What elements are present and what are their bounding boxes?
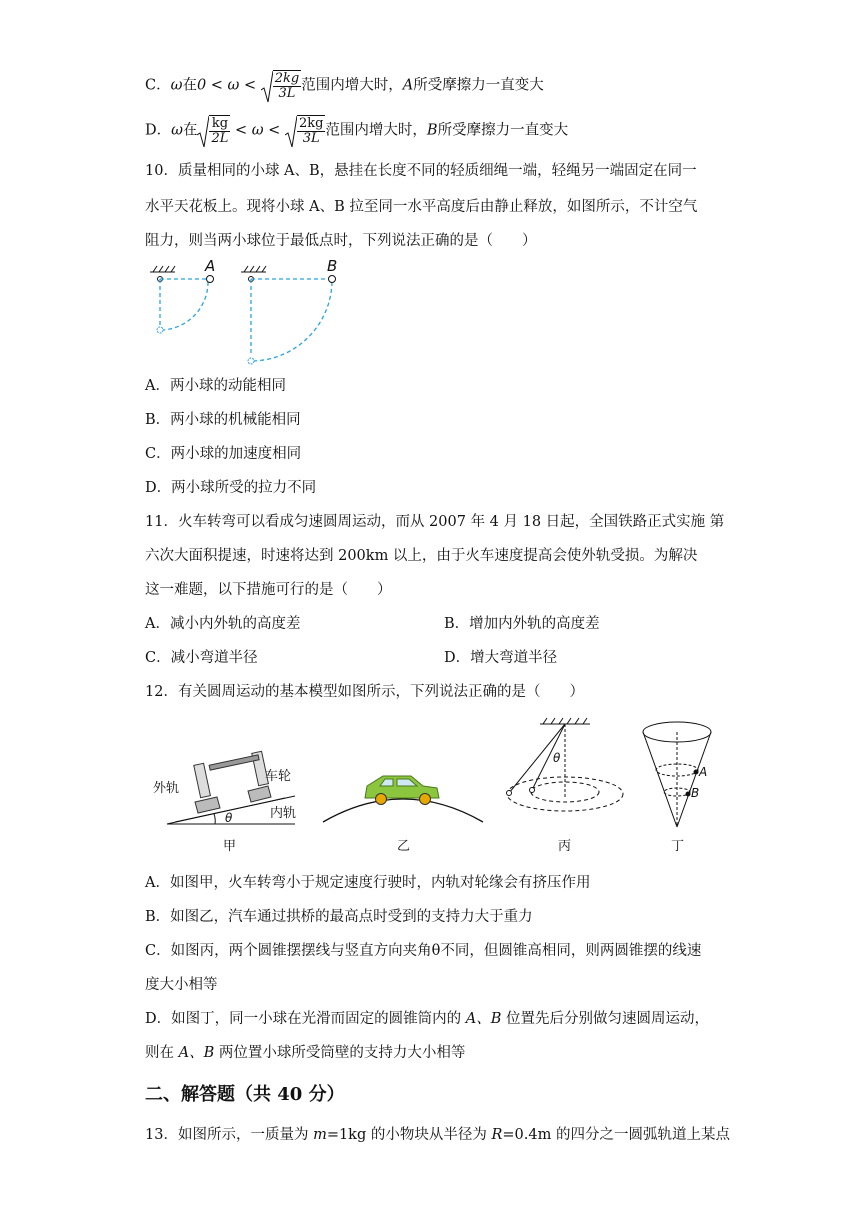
label-b-cone: B (691, 786, 700, 800)
sqrt-2kg-3L: $\frac{2kg}{3L}$ (261, 70, 301, 101)
caption-bing: 丙 (558, 839, 572, 854)
label-b: B (327, 258, 338, 275)
sqrt-2kg-3L-d: $\frac{2kg}{3L}$ (285, 115, 325, 146)
ceiling-hatch-a (150, 266, 175, 272)
ball-a (207, 276, 214, 283)
figure-ding (643, 722, 711, 854)
q9-option-d: D．ω在 $\frac{kg}{2L}$ < ω < $\frac{2kg}{3L}$ 范围内增大时，B所受摩擦力一直变大 (145, 116, 569, 146)
label-wheel: 车轮 (265, 769, 292, 784)
q12-figure (145, 712, 725, 857)
figure-jia (153, 751, 296, 854)
label-inner-rail: 内轨 (270, 806, 297, 821)
q11-option-d: D．增大弯道半径 (444, 650, 558, 666)
q11-option-a: A．减小内外轨的高度差 (145, 616, 301, 632)
label-outer-rail: 外轨 (153, 781, 180, 796)
ceiling-hatch-b (241, 266, 266, 272)
arc-a (160, 282, 208, 330)
label-a: A (205, 258, 216, 275)
q12-option-b: B．如图乙，汽车通过拱桥的最高点时受到的支持力大于重力 (145, 909, 533, 925)
q10-pendulum-figure (145, 258, 355, 368)
q12-option-a: A．如图甲，火车转弯小于规定速度行驶时，内轨对轮缘会有挤压作用 (145, 875, 591, 891)
section-heading: 二、解答题（共 40 分） (145, 1084, 345, 1105)
q11-stem-line1: 11．火车转弯可以看成匀速圆周运动，而从 2007 年 4 月 18 日起，全国铁路正式实施 第 (145, 514, 725, 530)
arc-b (251, 282, 332, 361)
q13-stem-line1: 13．如图所示，一质量为 m=1kg 的小物块从半径为 R=0.4m 的四分之一圆弧轨道上某点 (145, 1127, 730, 1143)
q10-stem-line1: 10．质量相同的小球 A、B，悬挂在长度不同的轻质细绳一端，轻绳另一端固定在同一 (145, 163, 697, 179)
caption-ding: 丁 (671, 839, 685, 854)
figure-yi (323, 776, 483, 854)
label-a-cone: A (699, 765, 708, 779)
q10-stem-line2: 水平天花板上。现将小球 A、B 拉至同一水平高度后由静止释放，如图所示，不计空气 (145, 199, 698, 215)
figure-bing (507, 718, 624, 854)
q12-stem: 12．有关圆周运动的基本模型如图所示，下列说法正确的是（ ） (145, 684, 584, 700)
q11-option-c: C．减小弯道半径 (145, 650, 258, 666)
caption-yi: 乙 (397, 839, 411, 854)
caption-jia: 甲 (223, 839, 237, 854)
ball-a-lowest (157, 327, 163, 333)
q10-option-c: C．两小球的加速度相同 (145, 446, 302, 462)
q12-option-c-line2: 度大小相等 (145, 977, 218, 993)
q10-option-a: A．两小球的动能相同 (145, 378, 286, 394)
q12-option-c-line1: C．如图丙，两个圆锥摆摆线与竖直方向夹角θ不同，但圆锥高相同，则两圆锥摆的线速 (145, 943, 702, 959)
q11-option-b: B．增加内外轨的高度差 (444, 616, 600, 632)
q11-stem-line2: 六次大面积提速，时速将达到 200km 以上，由于火车速度提高会使外轨受损。为解决 (145, 548, 698, 564)
q11-stem-line3: 这一难题，以下措施可行的是（ ） (145, 582, 392, 598)
ball-b-lowest (248, 358, 254, 364)
q12-option-d-line1: D．如图丁，同一小球在光滑而固定的圆锥筒内的 A、B 位置先后分别做匀速圆周运动， (145, 1011, 709, 1027)
label-theta-bing: θ (553, 751, 561, 765)
ball-b (329, 276, 336, 283)
sqrt-kg-2L: $\frac{kg}{2L}$ (197, 115, 230, 146)
q10-option-d: D．两小球所受的拉力不同 (145, 480, 317, 496)
q9-option-c: C．ω在0 < ω < $\frac{2kg}{3L}$ 范围内增大时，A所受摩擦力一直变大 (145, 71, 544, 101)
q10-option-b: B．两小球的机械能相同 (145, 412, 301, 428)
label-theta-jia: θ (225, 811, 233, 825)
q12-option-d-line2: 则在 A、B 两位置小球所受筒壁的支持力大小相等 (145, 1045, 466, 1061)
q10-stem-line3: 阻力，则当两小球位于最低点时，下列说法正确的是（ ） (145, 233, 537, 249)
